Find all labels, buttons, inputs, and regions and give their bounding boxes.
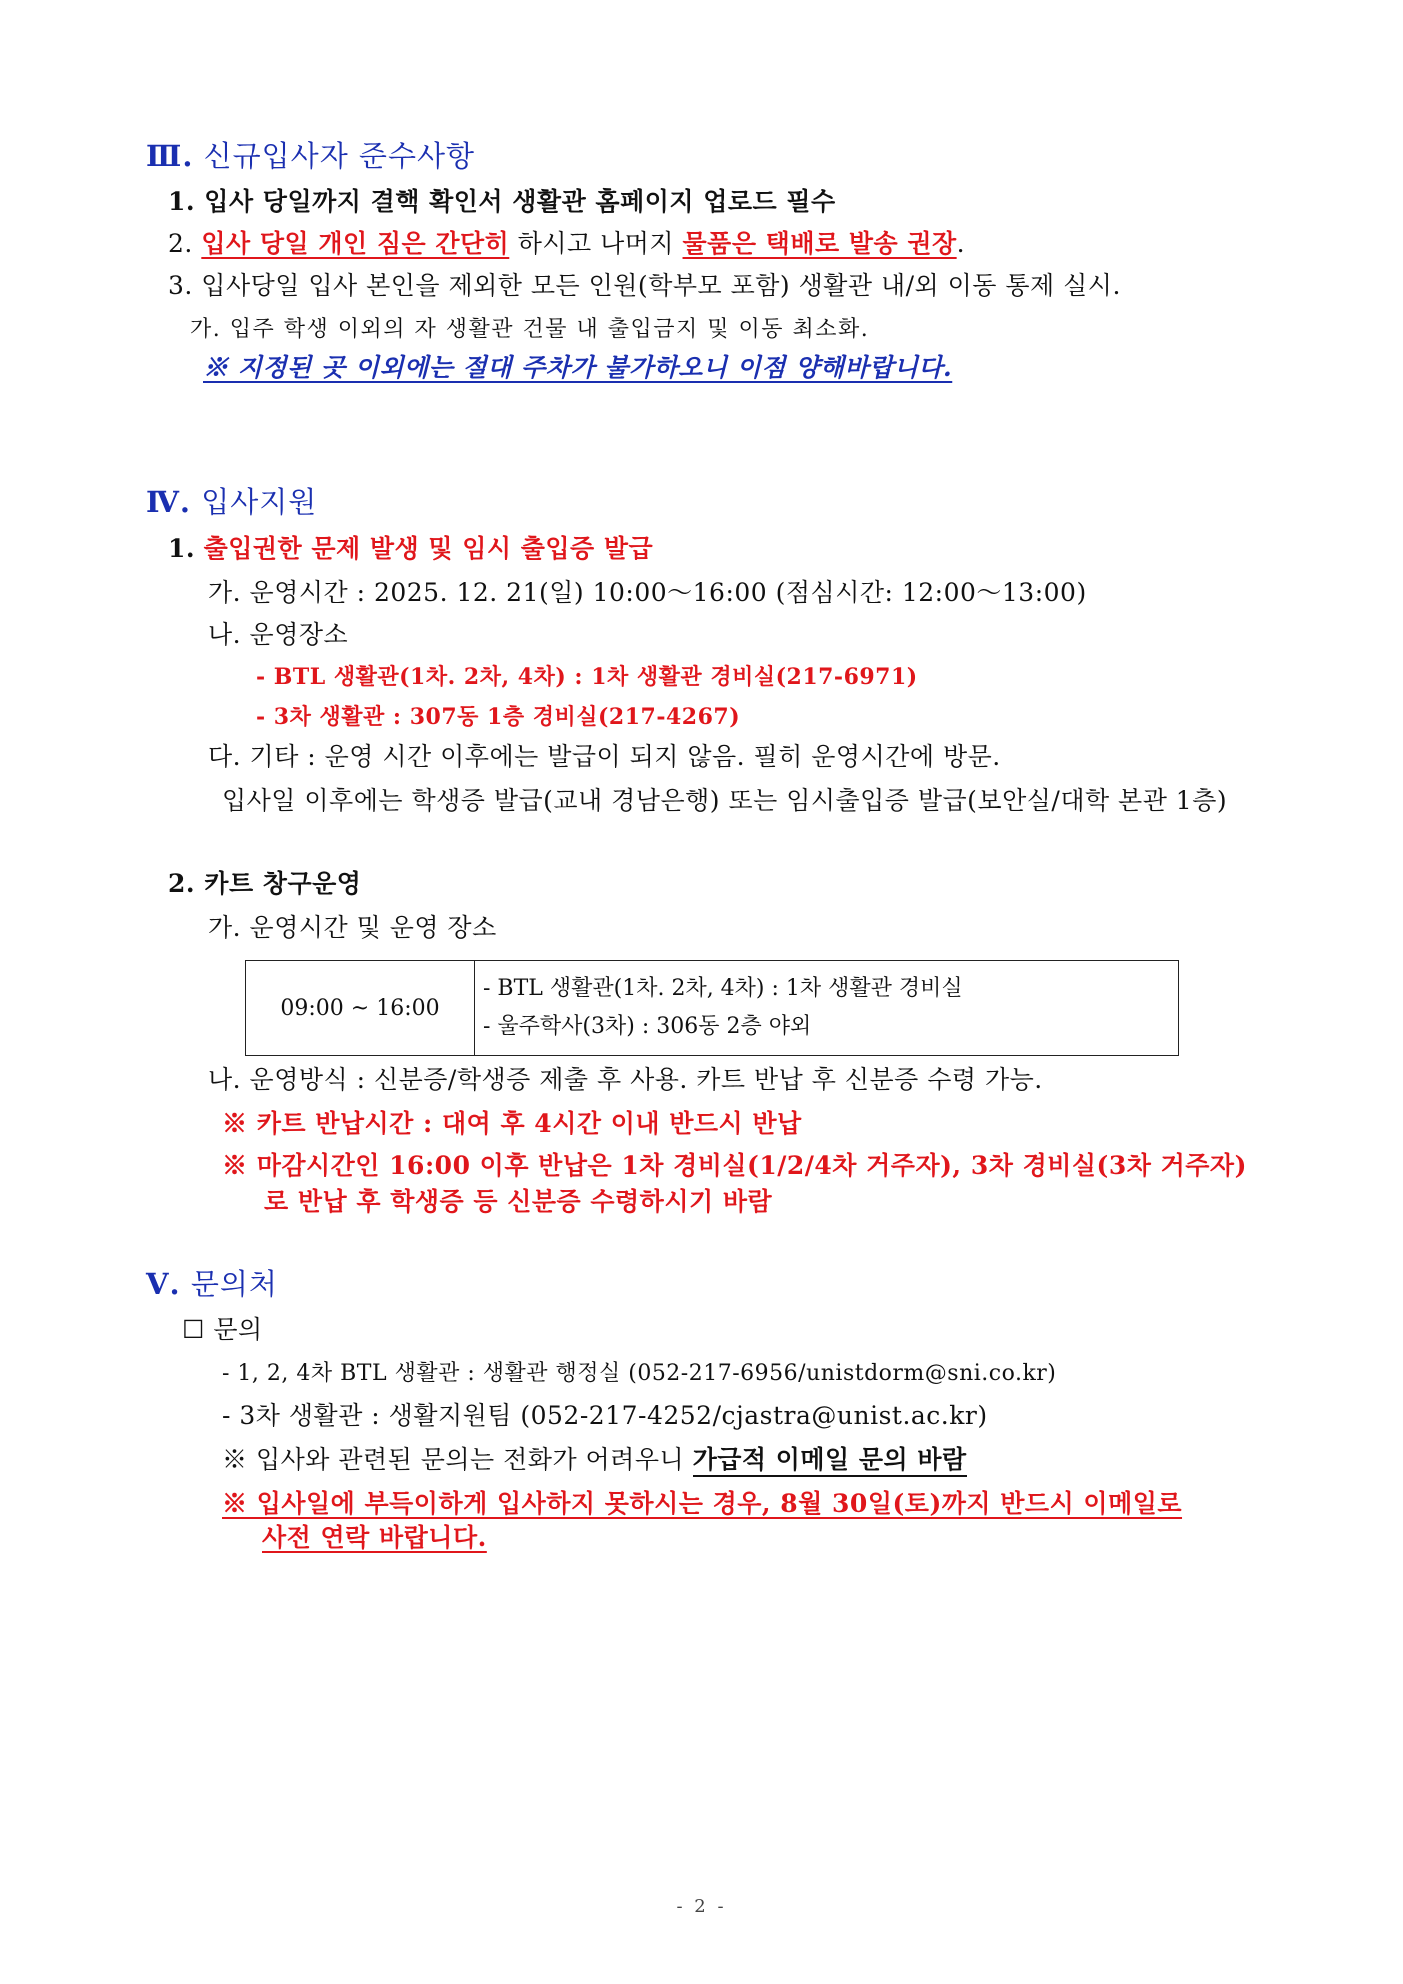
section-3-title: 신규입사자 준수사항 bbox=[203, 139, 475, 173]
sec5-absence-note-2-text: 사전 연락 바랍니다. bbox=[262, 1523, 487, 1552]
sec3-item-1: 1. 입사 당일까지 결핵 확인서 생활관 홈페이지 업로드 필수 bbox=[168, 187, 836, 216]
sec3-item-2-emphasis-a: 입사 당일 개인 짐은 간단히 bbox=[201, 229, 510, 258]
sec5-email-note bbox=[222, 1444, 967, 1476]
sec3-parking-notice: ※ 지정된 곳 이외에는 절대 주차가 불가하오니 이점 양해바랍니다. bbox=[203, 353, 953, 382]
sec4-cart-method: 나. 운영방식 : 신분증/학생증 제출 후 사용. 카트 반납 후 신분증 수령 가능. bbox=[208, 1065, 1043, 1094]
sec5-inquiry-label: ☐ 문의 bbox=[182, 1315, 263, 1344]
section-4-title: 입사지원 bbox=[201, 485, 318, 519]
sec4-cart-late-note-2: 로 반납 후 학생증 등 신분증 수령하시기 바람 bbox=[264, 1187, 773, 1216]
sec3-item-2 bbox=[168, 228, 965, 260]
sec3-item-2-emphasis-b: 물품은 택배로 발송 권장 bbox=[682, 229, 957, 258]
cart-place-btl: - BTL 생활관(1차. 2차, 4차) : 1차 생활관 경비실 bbox=[483, 976, 963, 1001]
sec4-item-2-hours-place: 가. 운영시간 및 운영 장소 bbox=[208, 913, 497, 942]
cart-schedule-table bbox=[245, 960, 1179, 1056]
sec4-cart-late-note: ※ 마감시간인 16:00 이후 반납은 1차 경비실(1/2/4차 거주자), 3차 경비실(3차 거주자) bbox=[222, 1151, 1247, 1180]
sec4-hours: 가. 운영시간 : 2025. 12. 21(일) 10:00～16:00 (점심시간: 12:00～13:00) bbox=[208, 578, 1087, 607]
sec3-item-2-text: 하시고 나머지 bbox=[509, 229, 683, 258]
section-4-heading bbox=[146, 486, 317, 518]
sec3-item-2-number: 2. bbox=[168, 229, 193, 258]
sec3-item-3: 3. 입사당일 입사 본인을 제외한 모든 인원(학부모 포함) 생활관 내/외 이동 통제 실시. bbox=[168, 271, 1121, 300]
sec5-absence-note-2 bbox=[262, 1522, 487, 1554]
sec4-etc: 다. 기타 : 운영 시간 이후에는 발급이 되지 않음. 필히 운영시간에 방문. bbox=[208, 742, 1001, 771]
sec4-item-1 bbox=[168, 533, 653, 565]
sec5-contact-btl: - 1, 2, 4차 BTL 생활관 : 생활관 행정실 (052-217-6956/unistdorm@sni.co.kr) bbox=[222, 1361, 1057, 1386]
section-3-number: Ⅲ. bbox=[146, 139, 194, 173]
section-5-number: Ⅴ. bbox=[146, 1267, 181, 1301]
cart-place-ulju: - 울주학사(3차) : 306동 2층 야외 bbox=[483, 1014, 812, 1039]
section-5-title: 문의처 bbox=[190, 1267, 278, 1301]
sec5-email-note-text: ※ 입사와 관련된 문의는 전화가 어려우니 bbox=[222, 1445, 693, 1474]
section-3-heading bbox=[146, 140, 475, 172]
sec4-etc-2: 입사일 이후에는 학생증 발급(교내 경남은행) 또는 임시출입증 발급(보안실/대학 본관 1층) bbox=[222, 786, 1228, 815]
section-5-heading bbox=[146, 1268, 278, 1300]
sec5-absence-note-1: ※ 입사일에 부득이하게 입사하지 못하시는 경우, 8월 30일(토)까지 반드시 이메일로 bbox=[222, 1489, 1183, 1518]
cart-places-cell bbox=[475, 961, 1179, 1056]
page-number: - 2 - bbox=[676, 1896, 727, 1917]
sec5-email-note-emphasis: 가급적 이메일 문의 바람 bbox=[693, 1445, 967, 1477]
sec4-cart-return-note: ※ 카트 반납시간 : 대여 후 4시간 이내 반드시 반납 bbox=[222, 1109, 802, 1138]
sec3-item-2-period: . bbox=[956, 229, 966, 258]
sec4-item-1-title: 출입권한 문제 발생 및 임시 출입증 발급 bbox=[203, 534, 654, 563]
sec4-location-label: 나. 운영장소 bbox=[208, 620, 349, 649]
section-4-number: Ⅳ. bbox=[146, 485, 192, 519]
sec4-item-1-number: 1. bbox=[168, 534, 196, 563]
cart-time-cell: 09:00 ~ 16:00 bbox=[246, 961, 475, 1056]
sec4-item-2: 2. 카트 창구운영 bbox=[168, 869, 362, 898]
sec4-place-btl: - BTL 생활관(1차. 2차, 4차) : 1차 생활관 경비실(217-6971) bbox=[256, 664, 918, 690]
sec3-item-3-sub: 가. 입주 학생 이외의 자 생활관 건물 내 출입금지 및 이동 최소화. bbox=[190, 317, 870, 342]
sec4-place-3rd: - 3차 생활관 : 307동 1층 경비실(217-4267) bbox=[256, 704, 741, 730]
sec5-absence-note bbox=[222, 1488, 1182, 1520]
sec5-contact-3rd: - 3차 생활관 : 생활지원팀 (052-217-4252/cjastra@unist.ac.kr) bbox=[222, 1401, 988, 1430]
table-row bbox=[246, 961, 1179, 1056]
